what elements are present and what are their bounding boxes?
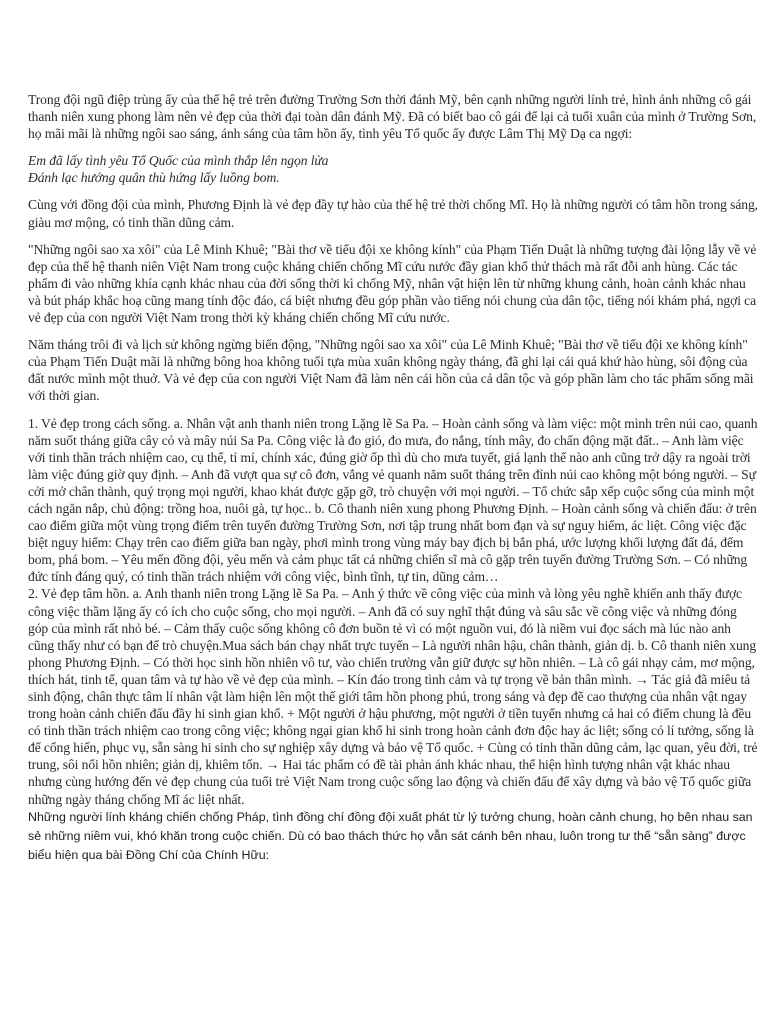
time-paragraph: Năm tháng trôi đi và lịch sử không ngừng biến động, "Những ngôi sao xa xôi" của Lê Minh Khuê; "Bài thơ về tiểu đội xe không kính" của Phạm Tiến Duật mãi là những bông hoa không tuổi tựa mùa xuân không ngày tháng, đã ghi lại cái quá khứ hào hùng, sôi động của đất nước mình một thuở. Và vẻ đẹp của con người Việt Nam đã làm nên cái hồn của cả dân tộc và góp phần làm cho tác phẩm sống mãi với thời gian. bbox=[28, 337, 754, 404]
comrade-paragraph: Những người lính kháng chiến chống Pháp, tình đồng chí đồng đội xuất phát từ lý tưởng chung, hoàn cảnh chung, họ bên nhau san sẻ những niềm vui, khó khăn trong cuộc chiến. Dù có bao thách thức họ vẫn sát cánh bên nhau, luôn trong tư thế “sẵn sàng” được biểu hiện qua bài Đồng Chí của Chính Hữu: bbox=[28, 809, 753, 862]
intro-paragraph: Trong đội ngũ điệp trùng ấy của thế hệ trẻ trên đường Trường Sơn thời đánh Mỹ, bên cạnh những người lính trẻ, hình ảnh những cô gái thanh niên xung phong làm nên vẻ đẹp của thời đại toàn dân đánh Mỹ. Đã có biết bao cô gái để lại cả tuổi xuân của mình ở Trường Sơn, họ mãi mãi là những ngôi sao sáng, ánh sáng của tâm hồn ấy, tình yêu Tổ quốc ấy được Lâm Thị Mỹ Dạ ca ngợi: bbox=[28, 92, 757, 142]
document-body bbox=[28, 91, 759, 875]
poem-quote bbox=[28, 152, 759, 186]
lifestyle-section: 1. Vẻ đẹp trong cách sống. a. Nhân vật anh thanh niên trong Lặng lẽ Sa Pa. – Hoàn cảnh sống và làm việc: một mình trên núi cao, quanh năm suốt tháng giữa cây cỏ và mây núi Sa Pa. Công việc là đo gió, đo mưa, đo nắng, tính mây, đo chấn động mặt đất.. – Anh làm việc với tinh thần trách nhiệm cao, cụ thể, tỉ mỉ, chính xác, đúng giờ ốp thì dù cho mưa tuyết, giá lạnh thế nào anh cũng trở dậy ra ngoài trời làm việc đúng giờ quy định. – Anh đã vượt qua sự cô đơn, vắng vẻ quanh năm suốt tháng trên đỉnh núi cao không một bóng người. – Sự cởi mở chân thành, quý trọng mọi người, khao khát được gặp gỡ, trò chuyện với mọi người. – Tổ chức sắp xếp cuộc sống của mình một cách ngăn nắp, chủ động: trồng hoa, nuôi gà, tự học.. b. Cô thanh niên xung phong Phương Định. – Hoàn cảnh sống và chiến đấu: ở trên cao điểm giữa một vùng trọng điểm trên tuyến đường Trường Sơn, nơi tập trung nhất bom đạn và sự nguy hiểm, ác liệt. Công việc đặc biệt nguy hiểm: Chạy trên cao điểm giữa ban ngày, phơi mình trong vùng máy bay địch bị bắn phá, ước lượng khối lượng đất đá, đếm bom, phá bom. – Yêu mến đồng đội, yêu mến và cảm phục tất cả những chiến sĩ mà cô gặp trên tuyến đường Trường Sơn. – Có những đức tính đáng quý, có tinh thần trách nhiệm với công việc, bình tĩnh, tự tin, dũng cảm… bbox=[28, 415, 758, 585]
works-paragraph: "Những ngôi sao xa xôi" của Lê Minh Khuê; "Bài thơ về tiểu đội xe không kính" của Phạm Tiến Duật là những tượng đài lộng lẫy về vẻ đẹp của thế hệ thanh niên Việt Nam trong cuộc kháng chiến chống Mĩ cứu nước đầy gian khổ thử thách mà rất đỗi anh hùng. Các tác phẩm đi vào những khía cạnh khác nhau của đời sống thời kì chống Mỹ, nhân vật hiện lên từ những khung cảnh, hoàn cảnh khác nhau và bút pháp khắc hoạ cũng mang tính độc đáo, cá biệt nhưng đều góp phần vào tiếng nói chung của dân tộc, tiếng nói khám phá, ngợi ca vẻ đẹp của con người Việt Nam trong thời kỳ kháng chiến chống Mĩ cứu nước. bbox=[28, 241, 757, 326]
soul-section: 2. Vẻ đẹp tâm hồn. a. Anh thanh niên trong Lặng lẽ Sa Pa. – Anh ý thức về công việc của mình và lòng yêu nghề khiến anh thấy được công việc thầm lặng ấy có ích cho cuộc sống, cho mọi người. – Anh đã có suy nghĩ thật đúng và sâu sắc về công việc và những đóng góp của mình rất nhỏ bé. – Cảm thấy cuộc sống không cô đơn buồn tẻ vì có một nguồn vui, đó là niềm vui đọc sách mà lúc nào anh cũng thấy như có bạn để trò chuyện.Mua sách bán chạy nhất trực tuyến – Là người nhân hậu, chân thành, giản dị. b. Cô thanh niên xung phong Phương Định. – Có thời học sinh hồn nhiên vô tư, vào chiến trường vẫn giữ được sự hồn nhiên. – Là cô gái nhạy cảm, mơ mộng, thích hát, tinh tế, quan tâm và tự hào về vẻ đẹp của mình. – Kín đáo trong tình cảm và tự trọng về bản thân mình. → Tác giả đã miêu tả sinh động, chân thực tâm lí nhân vật làm hiện lên một thế giới tâm hồn phong phú, trong sáng và đẹp đẽ cao thượng của nhân vật ngay trong hoàn cảnh chiến đấu đầy hi sinh gian khổ. + Một người ở hậu phương, một người ở tiền tuyến nhưng cả hai có điểm chung là đều có tinh thần trách nhiệm cao trong công việc; không ngại gian khổ hi sinh trong hoàn cảnh đơn độc hay ác liệt; sống có lí tưởng, sống là để cống hiến, phục vụ, sẵn sàng hi sinh cho sự nghiệp xây dựng và bảo vệ Tổ quốc. + Cùng có tinh thần dũng cảm, lạc quan, yêu đời, trẻ trung, sôi nổi hồn nhiên; giản dị, khiêm tốn. → Hai tác phẩm có đề tài phản ánh khác nhau, thể hiện hình tượng nhân vật khác nhau nhưng cùng hướng đến vẻ đẹp chung của tuổi trẻ Việt Nam trong cuộc sống lao động và chiến đấu để xây dựng và bảo vệ Tổ quốc giữa những ngày tháng chống Mĩ ác liệt nhất. bbox=[28, 586, 758, 807]
phuong-dinh-paragraph: Cùng với đồng đội của mình, Phương Định là vẻ đẹp đầy tự hào của thế hệ trẻ thời chống Mĩ. Họ là những người có tâm hồn trong sáng, giàu mơ mộng, có tinh thần dũng cảm. bbox=[28, 197, 758, 230]
poem-line: Đánh lạc hướng quân thù hứng lấy luồng bom. bbox=[28, 170, 280, 186]
sans-text-block bbox=[28, 808, 759, 865]
serif-text-block bbox=[28, 91, 759, 808]
poem-line: Em đã lấy tình yêu Tổ Quốc của mình thắp lên ngọn lửa bbox=[28, 153, 329, 169]
